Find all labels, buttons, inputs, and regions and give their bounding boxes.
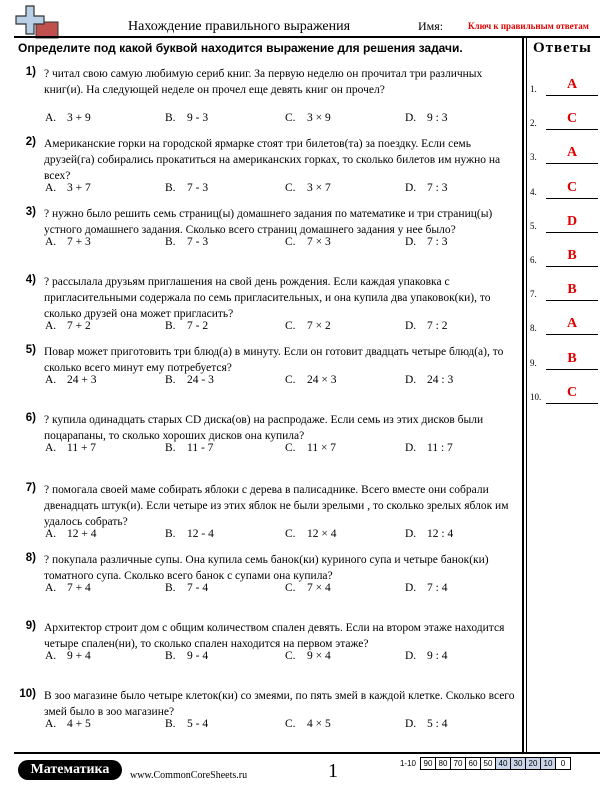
answer-value: B xyxy=(567,282,577,298)
choice-d[interactable] xyxy=(405,582,447,594)
choice-letter: D. xyxy=(405,374,417,386)
question-text: Американские горки на городской ярмарке стоят три билетов(та) за поездку. Если семь друзей(га) собирались прокатиться на американских горках, то сколько билетов им нужно на всех? xyxy=(44,138,501,182)
choice-d[interactable] xyxy=(405,650,447,662)
question-text: Повар может приготовить три блюд(а) в минуту. Если он готовит двадцать четыре блюд(а), то сколько всего минут ему потребуется? xyxy=(44,346,504,374)
choice-expression: 3 + 9 xyxy=(67,112,91,124)
choice-b[interactable] xyxy=(165,182,208,194)
choice-b[interactable] xyxy=(165,528,214,540)
choice-expression: 7 - 3 xyxy=(187,182,209,194)
question-number: 4) xyxy=(25,274,36,286)
choice-letter: A. xyxy=(45,320,57,332)
answer-value: A xyxy=(566,316,578,332)
choice-d[interactable] xyxy=(405,442,453,454)
choice-letter: D. xyxy=(405,528,417,540)
choice-c[interactable] xyxy=(285,582,331,594)
question-text: ? купила одинадцать старых CD диска(ов) на распродаже. Если семь из этих дисков были поцарапаны, то сколько хороших дисков она купила? xyxy=(44,414,484,442)
choice-expression: 12 + 4 xyxy=(67,528,97,540)
choice-expression: 3 × 9 xyxy=(307,112,331,124)
answer-number: 4. xyxy=(530,186,537,197)
answer-row-4 xyxy=(530,179,602,199)
choice-letter: B. xyxy=(165,582,176,594)
choice-expression: 4 × 5 xyxy=(307,718,331,730)
choice-letter: D. xyxy=(405,320,417,332)
choice-d[interactable] xyxy=(405,112,447,124)
choice-expression: 7 - 3 xyxy=(187,236,209,248)
choice-a[interactable] xyxy=(45,236,91,248)
question-number: 8) xyxy=(25,552,36,564)
choice-letter: A. xyxy=(45,582,57,594)
choice-list xyxy=(45,582,515,596)
choice-b[interactable] xyxy=(165,374,214,386)
score-cell: 80 xyxy=(436,758,451,770)
answer-line xyxy=(546,334,598,335)
answer-key-label: Ключ к правильным ответам xyxy=(468,21,589,31)
answer-value: A xyxy=(566,145,578,161)
choice-expression: 24 × 3 xyxy=(307,374,337,386)
choice-letter: D. xyxy=(405,650,417,662)
choice-c[interactable] xyxy=(285,528,337,540)
score-cell: 70 xyxy=(451,758,466,770)
choice-c[interactable] xyxy=(285,236,331,248)
choice-expression: 5 - 4 xyxy=(187,718,209,730)
subject-badge: Математика xyxy=(18,760,122,780)
choice-d[interactable] xyxy=(405,182,447,194)
answer-row-1 xyxy=(530,76,602,96)
choice-d[interactable] xyxy=(405,528,453,540)
question-number: 5) xyxy=(25,344,36,356)
choice-letter: D. xyxy=(405,582,417,594)
choice-letter: A. xyxy=(45,236,57,248)
choice-letter: C. xyxy=(285,528,296,540)
choice-letter: D. xyxy=(405,182,417,194)
answer-value: C xyxy=(566,384,578,400)
choice-b[interactable] xyxy=(165,442,213,454)
answer-row-10 xyxy=(530,384,602,404)
choice-letter: C. xyxy=(285,718,296,730)
answer-number: 7. xyxy=(530,289,537,300)
choice-letter: D. xyxy=(405,112,417,124)
choice-b[interactable] xyxy=(165,112,208,124)
choice-c[interactable] xyxy=(285,650,331,662)
question-number: 2) xyxy=(25,136,36,148)
question-text: Архитектор строит дом с общим количеством спален девять. Если на втором этаже находится четыре спален(ни), то сколько спален находится на первом этаже? xyxy=(44,622,505,650)
choice-expression: 9 + 4 xyxy=(67,650,91,662)
choice-expression: 7 + 3 xyxy=(67,236,91,248)
choice-expression: 24 - 3 xyxy=(187,374,214,386)
answer-row-2 xyxy=(530,110,602,130)
choice-letter: B. xyxy=(165,650,176,662)
choice-expression: 9 : 4 xyxy=(427,650,448,662)
answer-line xyxy=(546,163,598,164)
question-number: 10) xyxy=(19,688,36,700)
answer-number: 5. xyxy=(530,220,537,231)
choice-c[interactable] xyxy=(285,182,331,194)
choice-expression: 7 - 2 xyxy=(187,320,209,332)
question-text: ? читал свою самую любимую сериб книг. За первую неделю он прочитал три различных книг(и). На следующей неделе он прочел еще девять книг он прочел? xyxy=(44,68,483,96)
choice-a[interactable] xyxy=(45,320,91,332)
choice-letter: B. xyxy=(165,182,176,194)
choice-list xyxy=(45,236,515,250)
score-cell: 0 xyxy=(556,758,571,770)
answer-number: 6. xyxy=(530,255,537,265)
choice-letter: D. xyxy=(405,718,417,730)
choice-expression: 9 - 3 xyxy=(187,112,209,124)
question-number: 1) xyxy=(25,66,36,78)
score-cell: 10 xyxy=(541,758,556,770)
choice-a[interactable] xyxy=(45,718,91,730)
header-rule xyxy=(14,36,600,38)
choice-letter: A. xyxy=(45,650,57,662)
choice-letter: C. xyxy=(285,182,296,194)
choice-letter: C. xyxy=(285,236,296,248)
name-label: Имя: xyxy=(418,19,444,33)
choice-d[interactable] xyxy=(405,718,447,730)
choice-list xyxy=(45,718,515,732)
choice-letter: A. xyxy=(45,374,57,386)
choice-expression: 9 × 4 xyxy=(307,650,331,662)
choice-expression: 7 × 2 xyxy=(307,320,331,332)
question-number: 9) xyxy=(25,620,36,632)
choice-expression: 3 + 7 xyxy=(67,182,91,194)
page-title: Нахождение правильного выражения xyxy=(128,19,351,34)
choice-expression: 7 × 4 xyxy=(307,582,331,594)
choice-expression: 12 - 4 xyxy=(187,528,214,540)
choice-d[interactable] xyxy=(405,374,453,386)
answer-value: B xyxy=(567,248,577,263)
answer-row-9 xyxy=(530,350,602,370)
choice-expression: 7 : 2 xyxy=(427,320,448,332)
answer-value: D xyxy=(566,213,578,229)
score-cell: 50 xyxy=(481,758,496,770)
choice-b[interactable] xyxy=(165,236,208,248)
choice-list xyxy=(45,112,515,126)
answer-value: C xyxy=(566,179,578,195)
choice-expression: 11 × 7 xyxy=(307,442,337,454)
choice-a[interactable] xyxy=(45,650,91,662)
answer-number: 8. xyxy=(530,323,537,334)
choice-d[interactable] xyxy=(405,320,447,332)
answer-number: 3. xyxy=(530,152,537,163)
choice-c[interactable] xyxy=(285,718,331,730)
choice-expression: 7 + 4 xyxy=(67,582,91,594)
choice-letter: C. xyxy=(285,374,296,386)
answers-title: Ответы xyxy=(533,40,592,56)
choice-letter: C. xyxy=(285,112,296,124)
choice-b[interactable] xyxy=(165,650,208,662)
choice-letter: B. xyxy=(165,718,176,730)
score-range: 1-10 xyxy=(399,759,416,768)
choice-expression: 7 + 2 xyxy=(67,320,91,332)
answer-number: 1. xyxy=(530,84,537,94)
choice-expression: 9 : 3 xyxy=(427,112,448,124)
answer-line xyxy=(546,266,598,267)
answer-line xyxy=(546,300,598,301)
choice-a[interactable] xyxy=(45,374,97,386)
choice-list xyxy=(45,442,515,456)
choice-letter: C. xyxy=(285,582,296,594)
site-url: www.CommonCoreSheets.ru xyxy=(130,770,248,781)
choice-letter: C. xyxy=(285,320,296,332)
question-number: 3) xyxy=(25,206,36,218)
answer-column-divider-inner xyxy=(526,37,527,752)
question-number: 6) xyxy=(25,412,36,424)
answer-number: 9. xyxy=(530,357,537,368)
choice-expression: 7 - 4 xyxy=(187,582,209,594)
choice-b[interactable] xyxy=(165,718,208,730)
choice-expression: 11 + 7 xyxy=(67,442,97,454)
choice-letter: B. xyxy=(165,528,176,540)
choice-letter: D. xyxy=(405,236,417,248)
choice-letter: C. xyxy=(285,650,296,662)
choice-letter: A. xyxy=(45,182,57,194)
question-text: ? рассылала друзьям приглашения на свой день рождения. Если каждая упаковка с пригласительными содержала по семь пригласительных, и она купила два упаковок(ки), то сколько друзей она может пригласить? xyxy=(44,276,491,320)
choice-b[interactable] xyxy=(165,582,208,594)
answer-row-5 xyxy=(530,213,602,233)
choice-letter: B. xyxy=(165,374,176,386)
choice-expression: 12 × 4 xyxy=(307,528,337,540)
choice-a[interactable] xyxy=(45,528,97,540)
score-cell: 20 xyxy=(526,758,541,770)
choice-letter: B. xyxy=(165,442,176,454)
choice-letter: B. xyxy=(165,236,176,248)
page-number: 1 xyxy=(328,760,338,782)
answer-row-6 xyxy=(530,247,602,267)
choice-a[interactable] xyxy=(45,112,91,124)
answer-value: B xyxy=(567,350,577,366)
choice-expression: 9 - 4 xyxy=(187,650,209,662)
answer-row-8 xyxy=(530,315,602,335)
choice-list xyxy=(45,374,515,388)
score-cell: 90 xyxy=(421,758,436,770)
question-text: ? нужно было решить семь страниц(ы) домашнего задания по математике и три страниц(ы) устного домашнего задания. Сколько всего страниц домашнего задания у нее было? xyxy=(44,208,493,236)
answer-line xyxy=(546,95,598,96)
choice-expression: 7 × 3 xyxy=(307,236,331,248)
choice-expression: 7 : 4 xyxy=(427,582,448,594)
choice-d[interactable] xyxy=(405,236,447,248)
answer-row-3 xyxy=(530,144,602,164)
choice-letter: A. xyxy=(45,718,57,730)
choice-expression: 11 : 7 xyxy=(427,442,453,454)
answer-column-divider xyxy=(522,37,524,752)
plus-logo-icon xyxy=(14,4,60,44)
question-number: 7) xyxy=(25,482,36,494)
choice-list xyxy=(45,650,515,664)
choice-list xyxy=(45,528,515,542)
choice-a[interactable] xyxy=(45,582,91,594)
choice-letter: B. xyxy=(165,320,176,332)
choice-c[interactable] xyxy=(285,442,336,454)
choice-letter: D. xyxy=(405,442,417,454)
score-cell: 30 xyxy=(511,758,526,770)
choice-list xyxy=(45,182,515,196)
answer-line xyxy=(546,403,598,404)
score-cell: 60 xyxy=(466,758,481,770)
answer-value: C xyxy=(566,111,578,127)
choice-a[interactable] xyxy=(45,182,91,194)
question-text: В зоо магазине было четыре клеток(ки) со змеями, по пять змей в каждой клетке. Сколько всего змей было в зоо магазине? xyxy=(44,690,515,718)
answer-line xyxy=(546,129,598,130)
choice-expression: 24 + 3 xyxy=(67,374,97,386)
choice-expression: 3 × 7 xyxy=(307,182,331,194)
choice-a[interactable] xyxy=(45,442,96,454)
answer-line xyxy=(546,232,598,233)
answer-row-7 xyxy=(530,281,602,301)
score-table xyxy=(396,757,571,770)
answer-number: 2. xyxy=(530,118,537,129)
choice-b[interactable] xyxy=(165,320,208,332)
choice-letter: B. xyxy=(165,112,176,124)
choice-letter: A. xyxy=(45,112,57,124)
choice-c[interactable] xyxy=(285,112,331,124)
choice-expression: 24 : 3 xyxy=(427,374,454,386)
choice-expression: 7 : 3 xyxy=(427,236,448,248)
choice-c[interactable] xyxy=(285,374,337,386)
choice-c[interactable] xyxy=(285,320,331,332)
answer-value: A xyxy=(566,77,578,92)
score-cell: 40 xyxy=(496,758,511,770)
choice-expression: 11 - 7 xyxy=(187,442,214,454)
choice-expression: 7 : 3 xyxy=(427,182,448,194)
choice-letter: A. xyxy=(45,442,57,454)
answer-line xyxy=(546,369,598,370)
choice-letter: A. xyxy=(45,528,57,540)
choice-expression: 12 : 4 xyxy=(427,528,454,540)
footer-rule xyxy=(14,752,600,754)
choice-expression: 5 : 4 xyxy=(427,718,448,730)
choice-list xyxy=(45,320,515,334)
instructions: Определите под какой буквой находится выражение для решения задачи. xyxy=(18,41,463,55)
answer-line xyxy=(546,198,598,199)
choice-expression: 4 + 5 xyxy=(67,718,91,730)
question-text: ? покупала различные супы. Она купила семь банок(ки) куриного супа и четыре банок(ки) томатного супа. Сколько всего банок с супами она купила? xyxy=(44,554,489,582)
choice-letter: C. xyxy=(285,442,296,454)
answer-number: 10. xyxy=(530,391,542,402)
question-text: ? помогала своей маме собирать яблоки с дерева в палисаднике. Всего вместе они собрали двенадцать штук(и). Если четыре из этих яблок не были зрелыми , то сколько зрелых яблок им удалось собрать? xyxy=(44,484,509,528)
